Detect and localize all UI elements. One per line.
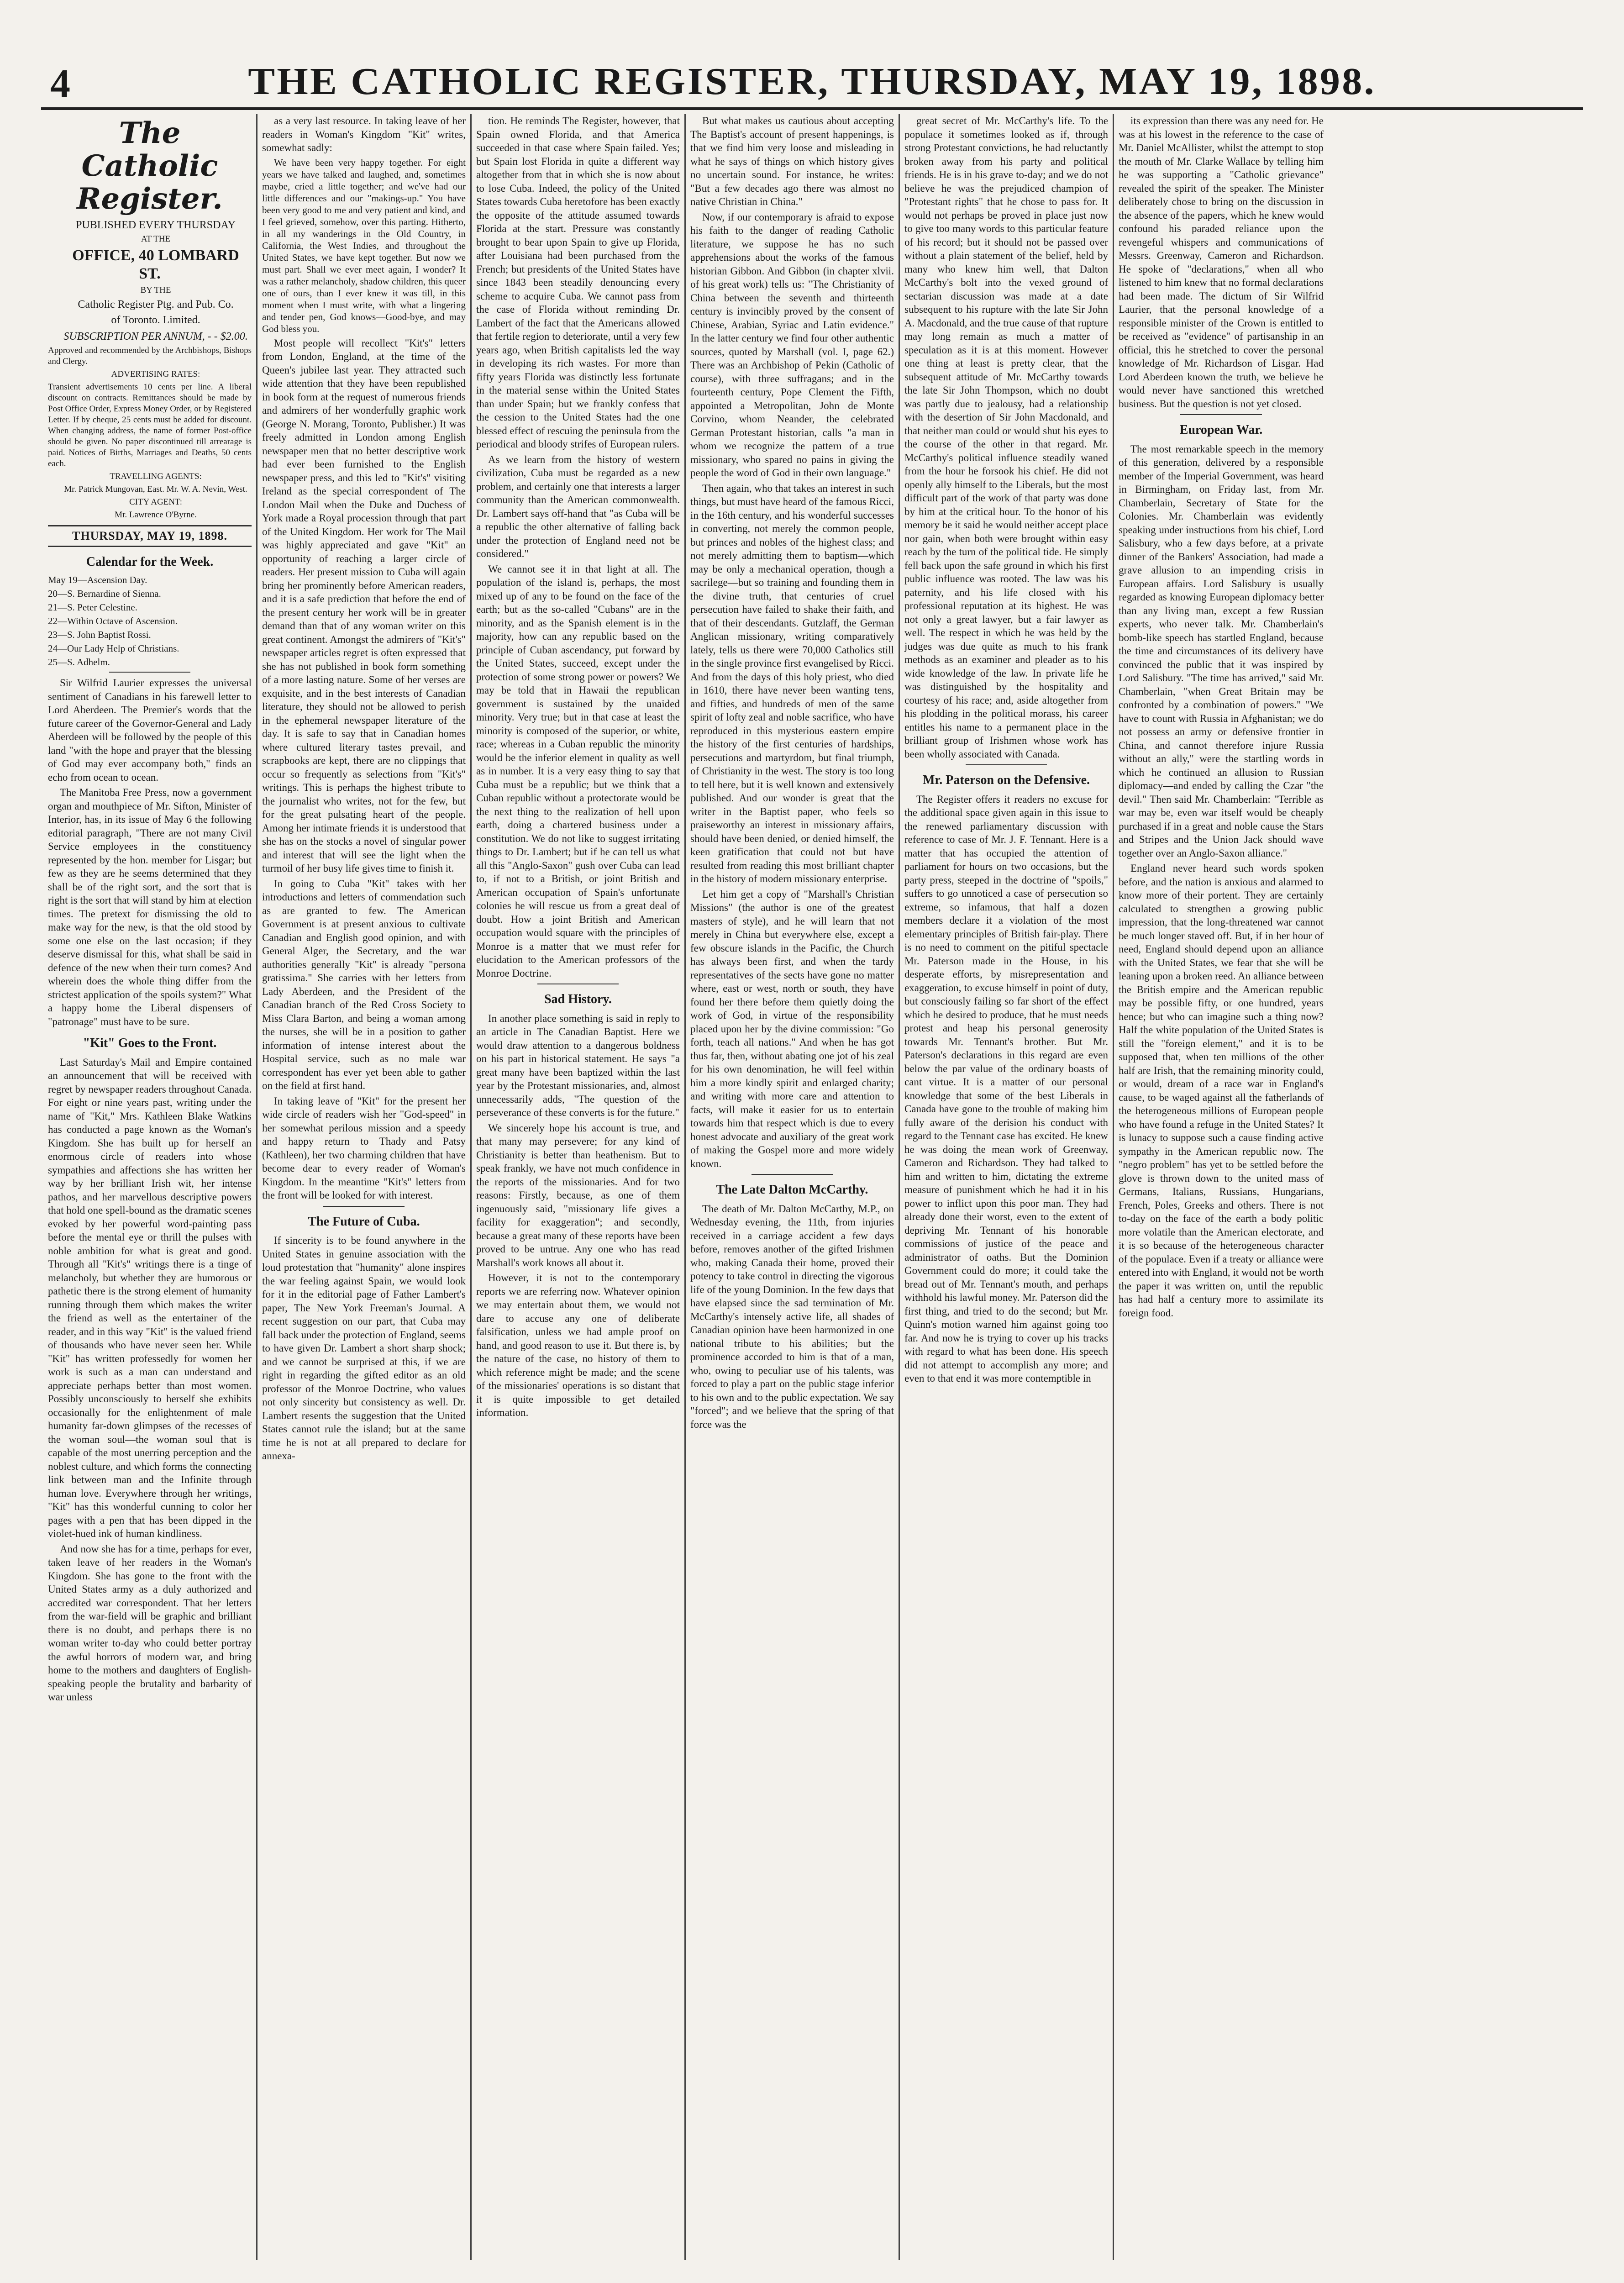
article-heading: "Kit" Goes to the Front. [83,1036,217,1050]
article-heading: Sad History. [544,992,612,1006]
calendar-heading: Calendar for the Week. [86,554,214,569]
article-paragraph: But what makes us cautious about accepting The Baptist's account of present happenings, is that we find him very loose and misleading in what he says of things on which history gives no uncertain sound. For instance, he writes: "But a few decades ago there was almost no native Christian in China." [690,115,894,207]
article-paragraph: Then again, who that takes an interest in such things, but must have heard of the famous Ricci, in the 16th century, and his wonderful successes in converting, not merely the common people, but princes and nobles of the highest class; and not merely admitting them to baptism—which may be only a mechanical operation, though a sacrilege—but so training and founding them in the divine truth, that centuries of cruel persecution have failed to shake their faith, and that of their descendants. Gutzlaff, the German Anglican missionary, writing comparatively lately, tells us there were 70,000 Catholics still in the single province first evangelised by Ricci. And from the days of this holy priest, who died in 1610, there have never been wanting tens, and fifties, and hundreds of men of the same spirit of lofty zeal and noble sacrifice, who have reproduced in this mysterious eastern empire the history of the first centuries of hardships, persecutions and martyrdom, but final triumph, of Christianity in the west. The story is too long to tell here, but it is well known and extensively published. And our wonder is great that the writer in the Baptist paper, who feels so praiseworthy an interest in missionary affairs, should have been denied, or denied himself, the keen gratification that could not but have resulted from reading this most brilliant chapter in the history of modern missionary enterprise. [690,482,894,884]
column-1 [43,114,258,2260]
article-heading: European War. [1179,423,1263,437]
article-paragraph: tion. He reminds The Register, however, that Spain owned Florida, and that America succeeded in that case where Spain failed. Yes; but Spain lost Florida in quite a different way altogether from that in which she is now about to lose Cuba. Indeed, the policy of the United States towards Cuba heretofore has been exactly the opposite of the attitude assumed towards Florida at the start. Pressure was constantly brought to bear upon Spain to give up Florida, after Louisiana had been purchased from the French; but presidents of the United States have since 1843 been steadily denouncing every scheme to acquire Cuba. We cannot pass from the case of Florida without reminding Dr. Lambert of the fact that the Americans allowed that fertile region to deteriorate, until a very few years ago, when British capitalists led the way in developing its rich wastes. For more than fifty years Florida was distinctly less fortunate in the material sense within the United States than under Spain; but we frankly confess that the cession to the United States had the one blessed effect of rescuing the peninsula from the periodical and bloody strifes of European rulers. [476,115,680,450]
article-paragraph: We cannot see it in that light at all. The population of the island is, perhaps, the most mixed up of any to be found on the face of the earth; but as the so-called "Cubans" are in the minority, and as the Spanish element is in the majority, how can any republic based on the principle of Cuban ascendancy, put forward by the United States, succeed, except under the protection of some strong power or powers? We may be told that in Hawaii the republican government is sustained by the unaided minority. Very true; but in that case at least the minority is composed of the superior, or white, race; whereas in a Cuban republic the minority would be the inferior element in quality as well as in number. It is a very easy thing to say that Cuba must be a republic; but we think that a Cuban republic without a protectorate would be the next thing to the realization of hell upon earth, doing a chartered business under a constitution. We do not like to suggest irritating things to Dr. Lambert; but if he can tell us what all this "Anglo-Saxon" gush over Cuba can lead to, if not to a British, or joint British and American occupation of Spain's unfortunate colonies he will rescue us from a great deal of doubt. How a joint British and American occupation would square with the principles of Monroe is a matter that we must refer for elucidation to the American professors of the Monroe Doctrine. [476,563,680,979]
article-paragraph: The most remarkable speech in the memory of this generation, delivered by a responsible member of the Imperial Government, was heard in Birmingham, on Friday last, from Mr. Chamberlain, Secretary of State for the Colonies. Mr. Chamberlain was evidently speaking under instructions from his chief, Lord Salisbury, who a few days before, at a private dinner of the Bankers' Association, had made a grave allusion to an impending crisis in European affairs. Lord Salisbury is usually regarded as knowing European diplomacy better than any living man, except a few Russian experts, who never talk. Mr. Chamberlain's bomb-like speech has startled England, because the time and circumstances of its delivery have convinced the public that it was inspired by Lord Salisbury. "The time has arrived," said Mr. Chamberlain, "when Great Britain may be confronted by a combination of powers." "We have to count with Russia in Afghanistan; we do not possess an army or defensive frontier in China, and cannot therefore injure Russia without an ally," were the startling words in which he continued an allusion to Russian diplomacy—and ended by calling the Czar "the devil." Then said Mr. Chamberlain: "Terrible as war may be, even war itself would be cheaply purchased if in a great and noble cause the Stars and Stripes and the Union Jack should wave together over an Anglo-Saxon alliance." [1119,443,1324,859]
article-paragraph: Now, if our contemporary is afraid to expose his faith to the danger of reading Catholic literature, we suppose he has no such apprehensions about the works of the famous historian Gibbon. And Gibbon (in chapter xlvii. of his great work) tells us: "The Christianity of China between the seventh and thirteenth century is invincibly proved by the consent of Chinese, Arabian, Syriac and Latin evidence." In the latter century we find four other authentic sources, quoted by Marshall (vol. I, page 62.) There was an Archbishop of Pekin (Catholic of course), with three suffragans; and in the fourteenth century, Pope Clement the Fifth, appointed a Metropolitan, John de Monte Corvino, whom Neander, the celebrated German Protestant historian, calls "a man in whom we recognize the pattern of a true missionary, who spared no pains in giving the people the word of God in their own language." [690,211,894,479]
divider [109,672,190,673]
divider [752,1174,833,1175]
article-paragraph: its expression than there was any need for. He was at his lowest in the reference to the case of Mr. Daniel McAllister, whilst the attempt to stop the mouth of Mr. Clarke Wallace by telling him he was supporting a "Catholic grievance" revealed the spirit of the speaker. The Minister deliberately chose to bring on the discussion in the absence of the papers, which he knew would confound his paraded reliance upon the revengeful whispers and communications of Messrs. Greenway, Cameron and Richardson. He spoke of "declarations," when all who listened to him knew that no formal declarations had been made. The dictum of Sir Wilfrid Laurier, that the personal knowledge of a responsible minister of the Crown is entitled to be received as "evidence" of partisanship in an official, this he stretched to cover the personal knowledge of Mr. Richardson of Lisgar. Had Lord Aberdeen known the truth, we believe he would never have sanctioned this wretched business. But the question is not yet closed. [1119,115,1324,410]
agents-heading: TRAVELLING AGENTS: [110,472,202,481]
publication-line: BY THE [140,285,171,295]
page-header [41,57,1583,110]
divider [1180,414,1262,415]
calendar-entry: May 19—Ascension Day. [48,574,147,585]
publication-line: AT THE [141,234,171,244]
article-paragraph: As we learn from the history of western civilization, Cuba must be regarded as a new problem, and certainly one that interests a larger community than the American commonwealth. Dr. Lambert says off-hand that "as Cuba will be a republic the other alternative of falling back under the protection of England need not be considered." [476,453,680,559]
article-paragraph: In taking leave of "Kit" for the present her wide circle of readers wish her "God-speed" in her somewhat perilous mission and a speedy and happy return to Thady and Patsy (Kathleen), her two charming children that have become dear to every reader of Woman's Kingdom. In the meantime "Kit's" letters from the front will be looked for with interest. [262,1095,466,1201]
column-3 [472,114,686,2260]
dateline: THURSDAY, MAY 19, 1898. [48,525,252,547]
article-paragraph: England never heard such words spoken before, and the nation is anxious and alarmed to know more of their portent. They are certainly calculated to strengthen a growing public impression, that the long-threatened war cannot be much longer staved off. But, if in her hour of need, England should depend upon an alliance with the United States, we fear that she will be leaning upon a broken reed. An alliance between the British empire and the American republic may be possible fifty, or one hundred, years hence; but who can imagine such a thing now? Half the white population of the United States is still the "foreign element," and it is to be supposed that, when ten millions of the other half are Irish, that the remaining minority could, or would, dream of a race war in England's cause, to be waged against all the fatherlands of the heterogeneous millions of European people who have found a refuge in the United States? It is lunacy to suppose such a cause finding active sympathy in the American republic now. The "negro problem" has yet to be settled before the glove is thrown down to the united mass of Germans, Italians, Russians, Hungarians, French, Poles, Greeks and others. There is not to-day on the face of the earth a body politic more volatile than the American electorate, and it is so because of the heterogeneous character of the populace. Even if a treaty or alliance were entered into with England, it would not be worth the paper it was written on, until the republic has had half a century more to assimilate its foreign food. [1119,863,1324,1319]
divider [966,764,1047,765]
article-heading: Mr. Paterson on the Defensive. [922,773,1090,787]
article-paragraph: Last Saturday's Mail and Empire contained an announcement that will be received with regret by newspaper readers throughout Canada. For eight or nine years past, writing under the name of "Kit," Mrs. Kathleen Blake Watkins has conducted a page known as the Woman's Kingdom. She has built up for herself an enormous circle of readers into whose sympathies and affections she has written her way by her brilliant Irish wit, her intense pathos, and her marvellous descriptive powers that hold one spell-bound as the dramatic scenes evoked by her powerful word-painting pass before the mental eye or thrill the pulses with noble ambition for what is great and good. Through all "Kit's" writings there is a tinge of melancholy, but whether they are humorous or pathetic there is the strong element of humanity running through them which makes the writer the friend as well as the entertainer of the reader, and in this way "Kit" is the valued friend of thousands who have never seen her. While "Kit" has written professedly for women her work is such as a man can understand and appreciate perhaps better than most women. Possibly unconsciously to herself she exhibits occasionally for the enlightenment of male humanity far-down glimpses of the recesses of the woman soul—the woman soul that is capable of the most unerring perception and the noblest culture, and which forms the connecting link between man and the Infinite through human love. Everywhere through her writings, "Kit" has this wonderful cunning to color her pages with a pen that has been dipped in the violet-hued ink of human kindliness. [48,1056,252,1539]
article-paragraph: However, it is not to the contemporary reports we are referring now. Whatever opinion we may entertain about them, we would not dare to accuse any one of deliberate falsification, unless we had ample proof on hand, and good reason to use it. But there is, by the nature of the case, no history of them to which reference might be made; and the scene of the missionaries' operations is so distant that it is quite impossible to get detailed information. [476,1272,680,1418]
city-agent: Mr. Lawrence O'Byrne. [115,510,197,520]
travelling-agents: Mr. Patrick Mungovan, East. Mr. W. A. Nevin, West. [64,484,247,494]
article-heading: The Late Dalton McCarthy. [716,1183,868,1197]
subscription-price: SUBSCRIPTION PER ANNUM, - - $2.00. [63,331,248,342]
approval-note: Approved and recommended by the Archbishops, Bishops and Clergy. [48,346,252,366]
publication-line: PUBLISHED EVERY THURSDAY [76,219,236,231]
columns [43,114,1581,2260]
article-heading: The Future of Cuba. [308,1214,420,1229]
article-paragraph: Most people will recollect "Kit's" letters from London, England, at the time of the Queen's jubilee last year. They attracted such wide attention that they have been republished in book form at the request of numerous friends and admirers of her wonderfully graphic work (George N. Morang, Toronto, Publisher.) It was freely admitted in London among English newspaper men that no better descriptive work had ever been furnished to the English newspaper press, and this led to "Kit's" visiting Ireland as the special correspondent of The London Mail when the Duke and Duchess of York made a Royal procession through that part of the United Kingdom. Her work for The Mail was highly appreciated and gave "Kit" an opportunity of reaching a larger circle of readers. Her present mission to Cuba will again bring her prominently before American readers, and it is a safe prediction that before the end of the present century her work will be in greater demand than that of any woman writer on this great continent. Amongst the admirers of "Kit's" newspaper articles regret is often expressed that she has not published in book form something of a more lasting nature. Some of her verses are exquisite, and in the best interests of Canadian literature, they should not be allowed to perish in the ephemeral newspaper literature of the day. It is safe to say that in Canadian homes where cultured literary tastes prevail, and scrapbooks are kept, there are no clippings that occur so frequently as selections from "Kit's" writings. This is perhaps the highest tribute to the journalist who writes, not for the few, but for the great pulsating heart of the people. Among her intimate friends it is understood that she has on the stocks a novel of singular power and interest that will see the light when the turmoil of her busy life gives time to finish it. [262,337,466,874]
calendar-entry: 21—S. Peter Celestine. [48,602,137,613]
article-paragraph: The death of Mr. Dalton McCarthy, M.P., on Wednesday evening, the 11th, from injuries received in a carriage accident a few days before, removes another of the gifted Irishmen who, making Canada their home, proved their potency to take control in directing the vigorous life of the young Dominion. In the few days that have elapsed since the sad termination of Mr. McCarthy's intensely active life, all shades of Canadian opinion have been harmonized in one national tribute to his abilities; but the prominence accorded to him is that of a man, who, owing to peculiar use of his talents, was forced to play a part on the public stage inferior to his own and to the public expectation. We say "forced"; and we believe that the spring of that force was the [690,1203,894,1430]
publisher-name: Catholic Register Ptg. and Pub. Co. [78,299,234,310]
page-number: 4 [50,62,70,106]
column-2 [258,114,472,2260]
article-paragraph: In going to Cuba "Kit" takes with her introductions and letters of commendation such as are granted to few. The American Government is at present anxious to cultivate Canadian and English good opinion, and with General Alger, the Secretary, and the war authorities generally "Kit" is already "persona gratissima." She carries with her letters from Lady Aberdeen, and the President of the Canadian branch of the Red Cross Society to Miss Clara Barton, and being a woman among the nurses, she will be in a position to gather information of intense interest about the Hospital service, such as no male war correspondent has ever yet been able to gather on the field at first hand. [262,878,466,1091]
calendar-entry: 20—S. Bernardine of Sienna. [48,588,161,599]
calendar-entry: 24—Our Lady Help of Christians. [48,643,179,654]
advertising-rates: Transient advertisements 10 cents per line. A liberal discount on contracts. Remittances should be made by Post Office Order, Express Money Order, or by Registered Letter. If by cheque, 25 cents must be added for discount. When changing address, the name of former Post-office should be given. No paper discontinued till arrearage is paid. Notices of Births, Marriages and Deaths, 50 cents each. [48,382,252,468]
article-paragraph: If sincerity is to be found anywhere in the United States in genuine association with the loud protestation that "humanity" alone inspires the war feeling against Spain, we would look for it in the editorial page of Father Lambert's paper, The New York Freeman's Journal. A recent suggestion on our part, that Cuba may fall back under the protection of England, seems to have given Dr. Lambert a short sharp shock; and we cannot be surprised at this, if we are right in regarding the gifted editor as an old professor of the Monroe Doctrine, who values not only sincerity but consistency as well. Dr. Lambert resents the suggestion that the United States cannot rule the island; but at the same time he is not at all prepared to declare for annexa- [262,1235,466,1462]
quoted-letter: We have been very happy together. For eight years we have talked and laughed, and, sometimes maybe, cried a little together; and we've had our little differences and our "makings-up." You have been very good to me and very patient and kind, and I feel grieved, somehow, over this parting. Hitherto, in all my wanderings in the Old Country, in California, the West Indies, and throughout the United States, we have kept together. But now we must part. Shall we ever meet again, I wonder? It was a rather melancholy, shadow children, this queer one of ours, than I ever knew it was till, in this moment when I must write, with what a lingering and tender pen, God knows—Good-bye, and may God bless you. [262,157,466,334]
article-paragraph: as a very last resource. In taking leave of her readers in Woman's Kingdom "Kit" writes, somewhat sadly: [262,115,466,153]
article-paragraph: The Register offers it readers no excuse for the additional space given again in this issue to the renewed parliamentary discussion with reference to case of Mr. J. F. Tennant. Here is a matter that has occupied the attention of parliament for hours on two occasions, but the party press, steeped in the doctrine of "spoils," suffers to go unnoticed a case of persecution so extreme, so infamous, that half a dozen members declare it a violation of the most elementary principles of British fair-play. There is no need to comment on the pitiful spectacle Mr. Paterson made in the House, in his desperate efforts, by misrepresentation and exaggeration, to excuse himself in point of duty, but consciously failing so far short of the effect which he desired to produce, that he must needs protest and heap his personal generosity towards Mr. Tennant's brother. But Mr. Paterson's declarations in this regard are even below the par value of the ordinary boasts of cant virtue. It is a matter of our personal knowledge that some of the best Liberals in Canada have gone to the trouble of making him fully aware of the derision his conduct with regard to the Tennant case has excited. He knew he was doing the mean work of Greenway, Cameron and Richardson. They had talked to him and written to him, dictating the extreme measure of punishment which he had it in his power to inflict upon this poor man. They had already done their worst, even to the extent of depriving Mr. Tennant of his honorable commissions of justice of the peace and administrator of oaths. But the Dominion Government could do more; it could take the bread out of Mr. Tennant's mouth, and perhaps withhold his lawful money. Mr. Paterson did the first thing, and tried to do the second; but Mr. Quinn's motion warned him against going too far. And now he is trying to cover up his tracks with regard to what has been done. His speech did not attempt to accomplish any more; and even to that end it was more contemptible in [904,793,1108,1384]
advertising-heading: ADVERTISING RATES: [111,369,200,379]
publisher-city: of Toronto. Limited. [111,314,200,326]
nameplate: The Catholic Register. [77,116,223,216]
calendar-entry: 22—Within Octave of Ascension. [48,615,178,626]
article-paragraph: great secret of Mr. McCarthy's life. To the populace it sometimes looked as if, through strong Protestant convictions, he had reluctantly broken away from his party and political friends. He is in his grave to-day; and we do not believe he was the prejudiced champion of "Protestant rights" that he chose to pass for. It would not perhaps be proved in place just now to give too many words to this particular feature of his record; but it should not be passed over without a plain statement of the belief, held by many who knew him well, that Dalton McCarthy's bolt into the vexed ground of sectarian discussion was made at a date subsequent to his rupture with the late Sir John A. Macdonald, and the true cause of that rupture may long remain as much a matter of speculation as it is at this moment. However one thing at least is pretty clear, that the subsequent attitude of Mr. McCarthy towards the late Sir John Thompson, which no doubt was partly due to jealousy, had a relationship with the desertion of Sir John Macdonald, and that neither man could or would shut his eyes to the course of the other in that regard. Mr. McCarthy's political influence steadily waned from the hour he forsook his chief. He did not openly ally himself to the Liberals, but the most difficult part of the work of that party was done by him at the critical hour. To the honor of his memory be it said he would neither accept place nor gain, when both were brought within easy reach by the turn of the political tide. He simply fell back upon the safe ground in which his first public influence was rooted. The law was his paternity, and his life closed with his professional reputation at its highest. He was not only a great lawyer, but a fair lawyer as well. The respect in which he was held by the judges was due quite as much to his frank methods as an examiner and pleader as to his wide knowledge of the law. In private life he was distinguished by the hospitality and courtesy of his race; and, aside altogether from his plodding in the political morass, his career entitles his name to a permanent place in the brilliant group of Irishmen whose work has been wholly associated with Canada. [904,115,1108,760]
running-title: THE CATHOLIC REGISTER, THURSDAY, MAY 19, 1898. [248,60,1376,103]
article-paragraph: In another place something is said in reply to an article in The Canadian Baptist. Here we would draw attention to a dangerous boldness on his part in historical statement. He says "a great many have been baptized within the last year by the Protestant missionaries, and, almost unnecessarily adds, "The question of the perseverance of these converts is for the future." [476,1012,680,1118]
article-paragraph: Let him get a copy of "Marshall's Christian Missions" (the author is one of the greatest masters of style), and he will learn that not merely in China but everywhere else, except a few obscure islands in the Pacific, the Church has always been first, and when the tardy representatives of the sects have gone no matter where, east or west, north or south, they have found her there before them quietly doing the work of God, in virtue of the responsibility placed upon her by the divine commission: "Go forth, teach all nations." And when he has got thus far, then, without abating one jot of his zeal for his own denomination, he will feel within him a more kindly spirit and enlarged charity; and writing with more care and attention to facts, will make it easier for us to entertain towards him that respect which is due to every honest advocate and auxiliary of the great work of making the Gospel more and more widely known. [690,888,894,1169]
article-paragraph: And now she has for a time, perhaps for ever, taken leave of her readers in the Woman's Kingdom. She has gone to the front with the United States army as a duly authorized and accredited war correspondent. That her letters from the war-field will be graphic and brilliant there is no doubt, and perhaps there is no woman writer to-day who could better portray the awful horrors of modern war, and bring home to the mothers and daughters of English-speaking people the brutality and barbarity of war unless [48,1543,252,1703]
column-4 [686,114,900,2260]
column-6 [1114,114,1328,2260]
calendar-entry: 23—S. John Baptist Rossi. [48,629,151,640]
divider [323,1206,405,1207]
office-address: OFFICE, 40 LOMBARD ST. [72,247,239,282]
column-5 [900,114,1114,2260]
article-paragraph: We sincerely hope his account is true, and that many may persevere; for any kind of Christianity is better than heathenism. But to speak frankly, we have not much confidence in the reports of the missionaries. And for two reasons: Firstly, because, as one of them ingenuously said, "missionary life gives a facility for exaggeration"; and secondly, because a great many of these reports have been proved to be untrue. Any one who has read Marshall's work knows all about it. [476,1122,680,1268]
article-paragraph: The Manitoba Free Press, now a government organ and mouthpiece of Mr. Sifton, Minister of Interior, has, in its issue of May 6 the following editorial paragraph, "There are not many Civil Service employees in the constituency represented by the hon. member for Lisgar; but few as they are he seems determined that they shall be of the right sort, and the sort that is right is the sort that will stand by him at election times. The pretext for dismissing the old to make way for the new, is that the old stood by some one else on the last occasion; if they deserve dismissal for this, what shall be said in defence of the new when their turn comes? And wherein does the whole thing differ from the strictest application of the spoils system?" What a happy home the Liberal dispensers of "patronage" must have to be sure. [48,787,252,1027]
city-agent-heading: CITY AGENT: [129,497,183,507]
calendar-entry: 25—S. Adhelm. [48,657,110,668]
article-paragraph: Sir Wilfrid Laurier expresses the universal sentiment of Canadians in his farewell letter to Lord Aberdeen. The Premier's words that the future career of the Governor-General and Lady Aberdeen will be followed by the people of this land "with the hope and prayer that the blessing of God may ever accompany both," finds an echo from ocean to ocean. [48,677,252,783]
